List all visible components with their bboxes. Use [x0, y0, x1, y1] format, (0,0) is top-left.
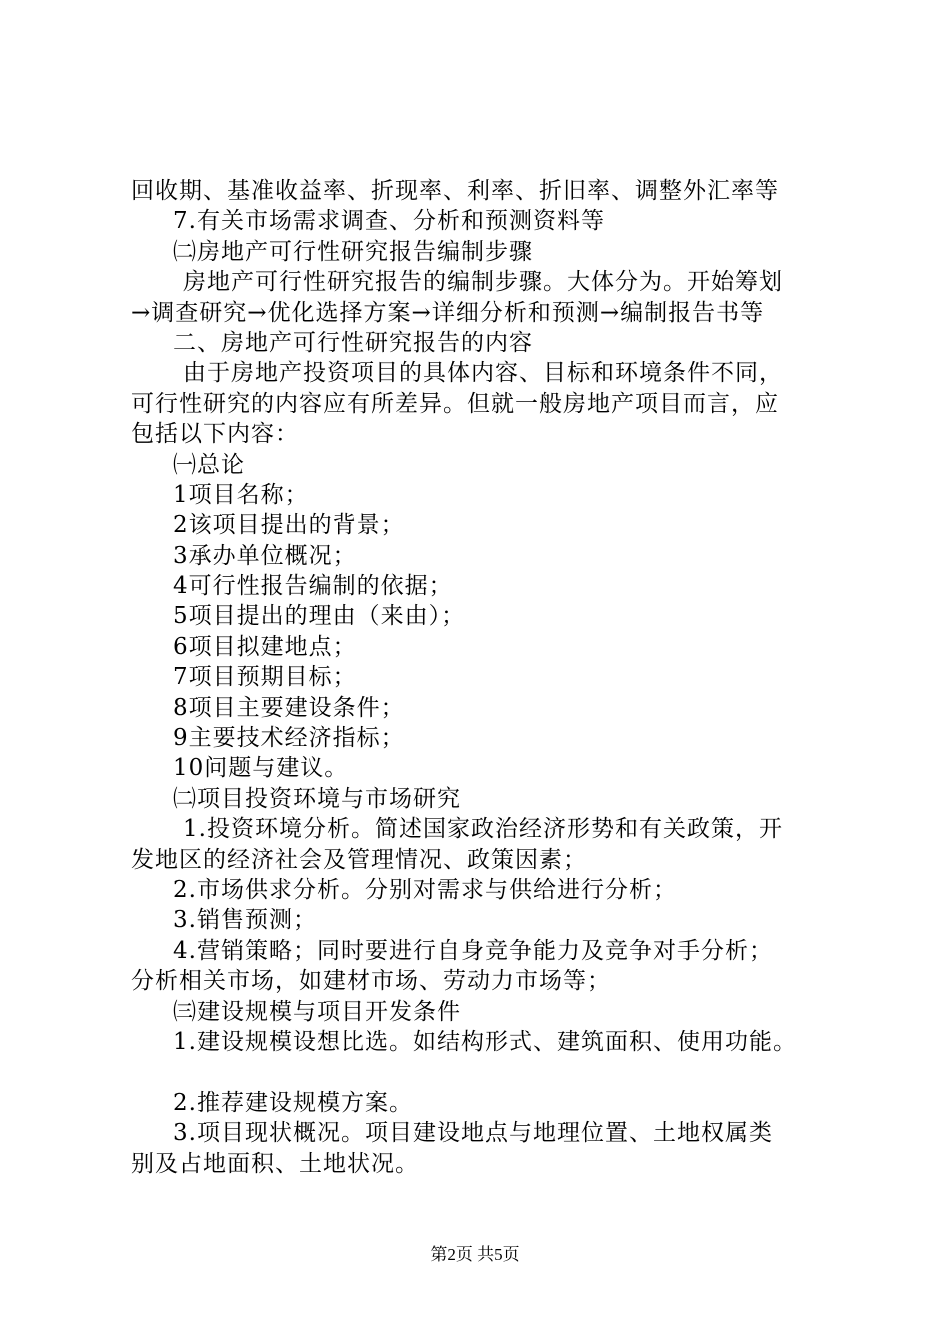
text-line: 2.推荐建设规模方案。 — [173, 1089, 413, 1116]
list-item: 10问题与建议。 — [173, 755, 349, 782]
page-number-label: 第2页 共5页 — [430, 1245, 520, 1264]
text-line: 由于房地产投资项目的具体内容、目标和环境条件不同， — [183, 360, 783, 387]
list-item: 3承办单位概况； — [173, 542, 357, 569]
text-line: 1.建设规模设想比选。如结构形式、建筑面积、使用功能。 — [173, 1028, 797, 1055]
text-line: 分析相关市场，如建材市场、劳动力市场等； — [131, 968, 611, 995]
list-item: 7项目预期目标； — [173, 664, 357, 691]
list-item: 6项目拟建地点； — [173, 633, 357, 660]
page-footer — [0, 1244, 950, 1266]
blank-line — [131, 1057, 843, 1087]
text-line: 房地产可行性研究报告的编制步骤。大体分为。开始筹划 — [183, 269, 783, 296]
list-item: 9主要技术经济指标； — [173, 725, 405, 752]
section-heading: 二、房地产可行性研究报告的内容 — [173, 329, 533, 356]
list-item: 4可行性报告编制的依据； — [173, 573, 453, 600]
text-line: →调查研究→优化选择方案→详细分析和预测→编制报告书等 — [131, 299, 765, 326]
text-line: 4.营销策略；同时要进行自身竞争能力及竞争对手分析； — [173, 937, 773, 964]
text-line: 包括以下内容： — [131, 421, 299, 448]
text-line: 2.市场供求分析。分别对需求与供给进行分析； — [173, 876, 677, 903]
list-item: 8项目主要建设条件； — [173, 694, 405, 721]
text-line: 别及占地面积、土地状况。 — [131, 1150, 419, 1177]
text-line: 可行性研究的内容应有所差异。但就一般房地产项目而言，应 — [131, 390, 779, 417]
text-line: 1.投资环境分析。简述国家政治经济形势和有关政策，开 — [183, 816, 783, 843]
section-heading: ㈠总论 — [173, 451, 245, 478]
text-line: 3.销售预测； — [173, 907, 317, 934]
section-heading: ㈢建设规模与项目开发条件 — [173, 998, 461, 1025]
text-line: 7.有关市场需求调查、分析和预测资料等 — [173, 208, 605, 235]
section-heading: ㈡项目投资环境与市场研究 — [173, 785, 461, 812]
list-item: 1项目名称； — [173, 481, 309, 508]
document-body — [131, 176, 843, 1179]
text-line: 发地区的经济社会及管理情况、政策因素； — [131, 846, 587, 873]
text-line: 回收期、基准收益率、折现率、利率、折旧率、调整外汇率等 — [131, 178, 779, 204]
list-item: 5项目提出的理由（来由）； — [173, 603, 466, 630]
list-item: 2该项目提出的背景； — [173, 512, 405, 539]
text-line: 3.项目现状概况。项目建设地点与地理位置、土地权属类 — [173, 1120, 773, 1147]
section-heading: ㈡房地产可行性研究报告编制步骤 — [173, 238, 533, 265]
